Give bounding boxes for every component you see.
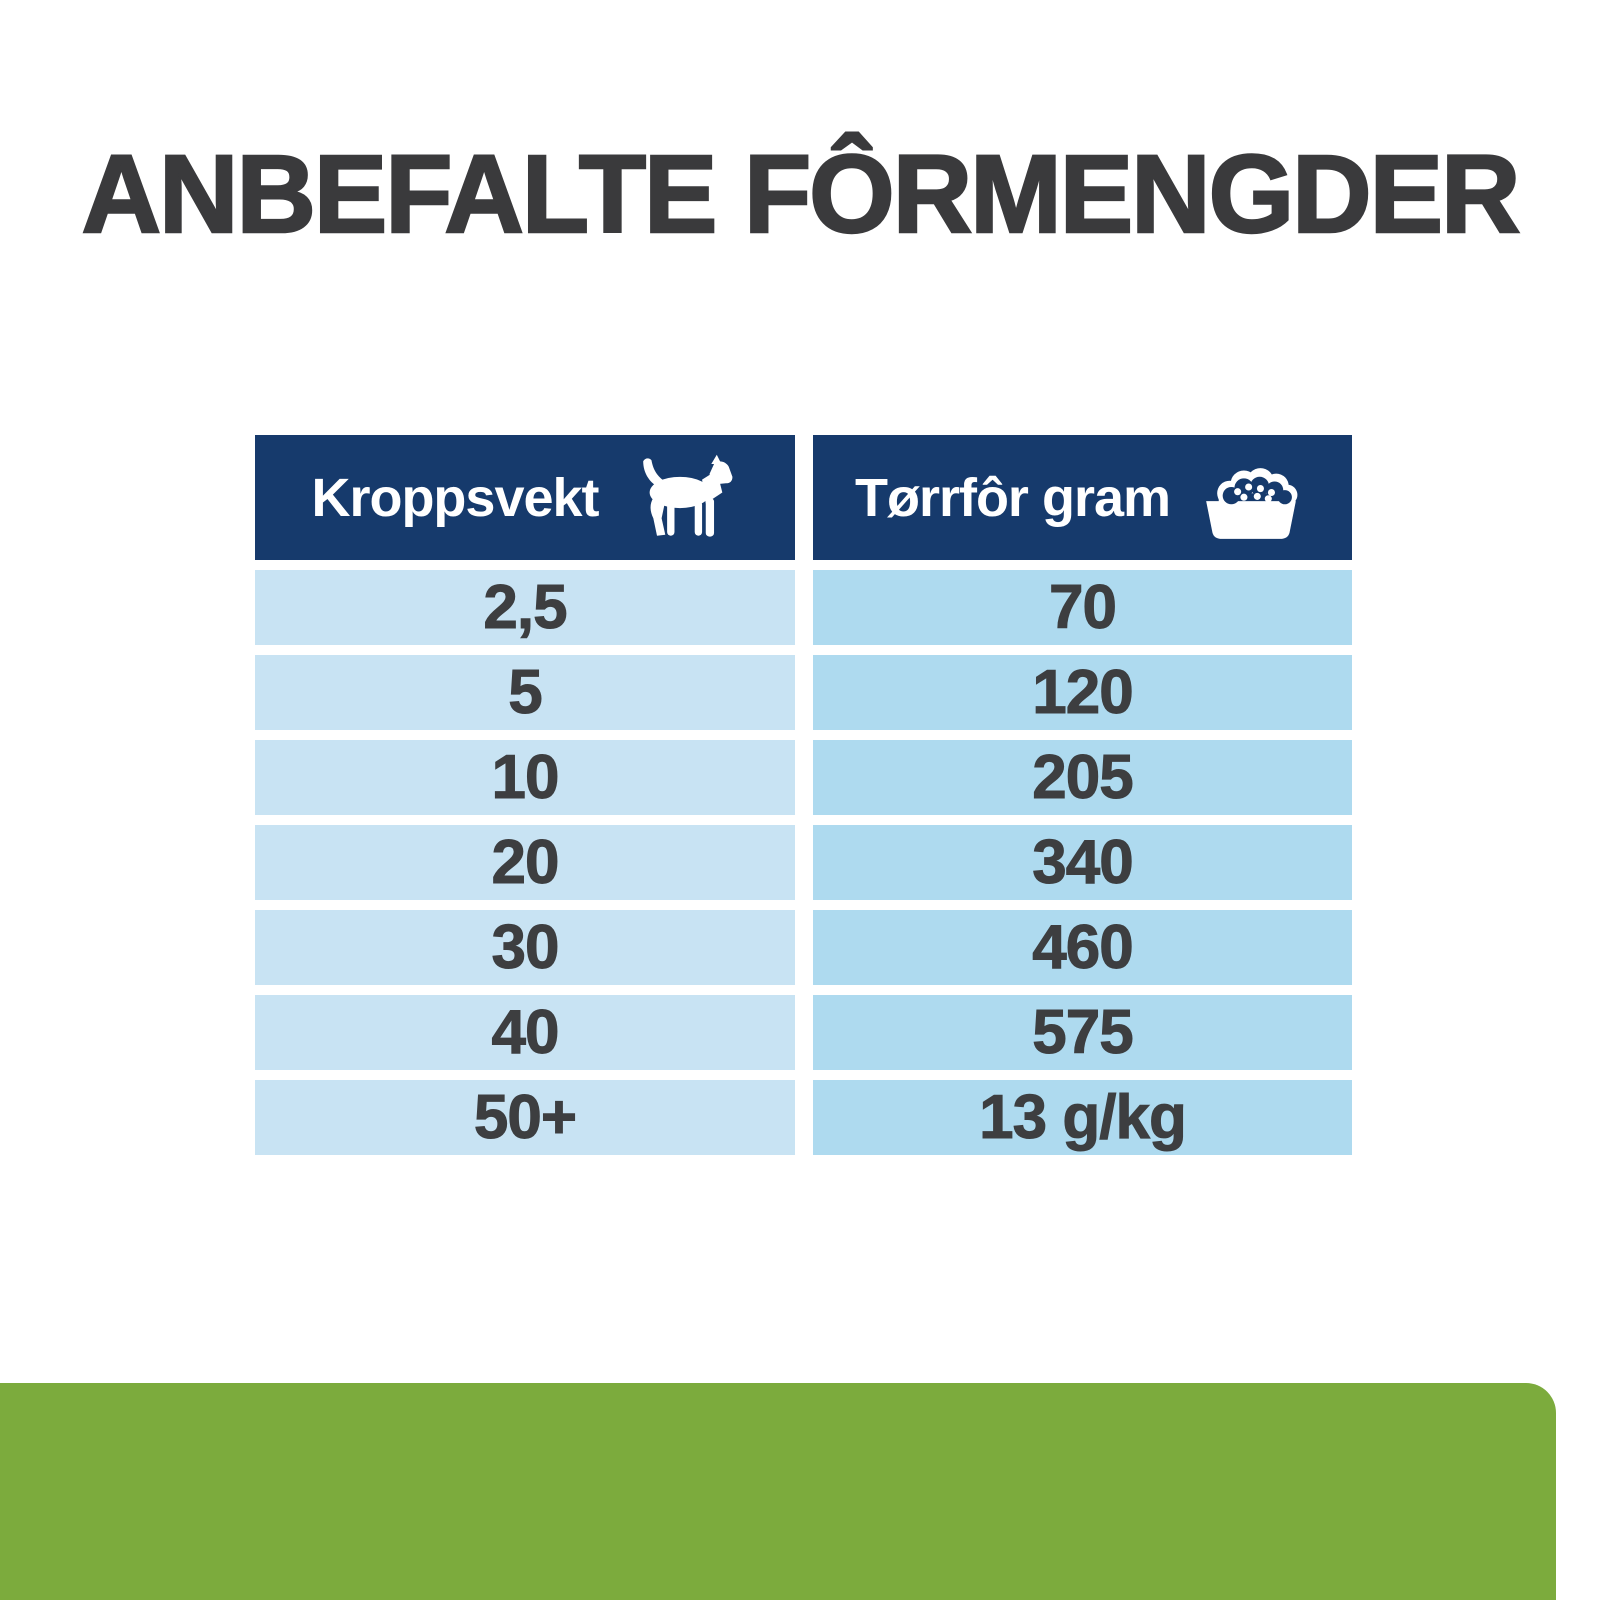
amount-cell-row-3: 205	[813, 740, 1352, 815]
weight-cell-row-6: 40	[255, 995, 795, 1070]
food-bowl-icon	[1192, 450, 1310, 546]
amount-cell-row-7: 13 g/kg	[813, 1080, 1352, 1155]
page-title: ANBEFALTE FÔRMENGDER	[81, 133, 1519, 256]
weight-cell-row-7: 50+	[255, 1080, 795, 1155]
amount-cell-row-2: 120	[813, 655, 1352, 730]
weight-cell-row-4: 20	[255, 825, 795, 900]
header-label-dry-food: Tørrfôr gram	[854, 467, 1171, 528]
amount-cell-row-5: 460	[813, 910, 1352, 985]
dog-icon	[621, 452, 739, 544]
weight-cell-row-2: 5	[255, 655, 795, 730]
footer-green-band	[0, 1383, 1556, 1600]
header-cell-dry-food	[813, 435, 1352, 560]
amount-cell-row-4: 340	[813, 825, 1352, 900]
weight-cell-row-5: 30	[255, 910, 795, 985]
weight-cell-row-3: 10	[255, 740, 795, 815]
header-label-body-weight: Kroppsvekt	[311, 467, 599, 528]
feeding-guide-table	[255, 435, 1352, 1155]
amount-cell-row-6: 575	[813, 995, 1352, 1070]
header-cell-body-weight	[255, 435, 795, 560]
amount-cell-row-1: 70	[813, 570, 1352, 645]
weight-cell-row-1: 2,5	[255, 570, 795, 645]
